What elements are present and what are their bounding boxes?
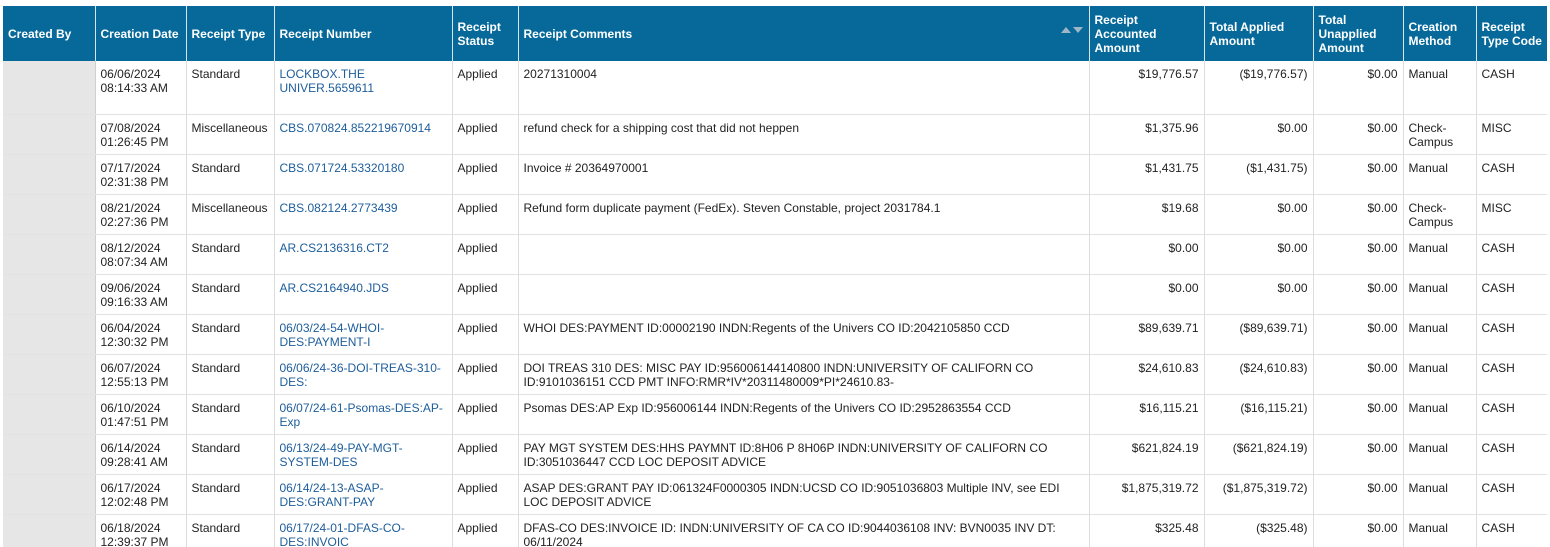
cell-receipt-accounted-amount: $0.00 bbox=[1089, 235, 1204, 275]
cell-creation-date bbox=[95, 435, 186, 475]
cell-total-unapplied-amount: $0.00 bbox=[1313, 195, 1403, 235]
cell-date: 09/06/2024 bbox=[100, 281, 161, 295]
cell-creation-method: Manual bbox=[1403, 275, 1476, 315]
cell-receipt-accounted-amount: $24,610.83 bbox=[1089, 355, 1204, 395]
cell-receipt-status: Applied bbox=[452, 155, 518, 195]
cell-receipt-comments: DFAS-CO DES:INVOICE ID: INDN:UNIVERSITY OF CA CO ID:9044036108 INV: BVN0035 INV DT: 06/11/2024 bbox=[518, 515, 1089, 547]
cell-total-applied-amount: ($1,431.75) bbox=[1204, 155, 1313, 195]
header-total-unapplied-amount[interactable] bbox=[1313, 6, 1403, 61]
table-row bbox=[3, 275, 1547, 315]
header-creation-method[interactable] bbox=[1403, 6, 1476, 61]
cell-date: 06/10/2024 bbox=[100, 401, 161, 415]
cell-created-by-redacted bbox=[3, 355, 95, 395]
cell-total-unapplied-amount: $0.00 bbox=[1313, 235, 1403, 275]
cell-creation-date bbox=[95, 115, 186, 155]
header-created-by[interactable] bbox=[3, 6, 95, 61]
cell-creation-date bbox=[95, 355, 186, 395]
cell-receipt-type: Standard bbox=[186, 315, 274, 355]
cell-receipt-status: Applied bbox=[452, 195, 518, 235]
cell-time: 02:31:38 PM bbox=[100, 175, 169, 189]
header-label: Receipt Number bbox=[279, 26, 372, 41]
cell-creation-date bbox=[95, 315, 186, 355]
cell-receipt-accounted-amount: $1,875,319.72 bbox=[1089, 475, 1204, 515]
cell-date: 08/12/2024 bbox=[100, 241, 161, 255]
cell-date: 06/17/2024 bbox=[100, 481, 161, 495]
cell-receipt-status: Applied bbox=[452, 435, 518, 475]
cell-receipt-accounted-amount: $19,776.57 bbox=[1089, 61, 1204, 115]
cell-total-applied-amount: ($24,610.83) bbox=[1204, 355, 1313, 395]
table-row bbox=[3, 195, 1547, 235]
cell-creation-date bbox=[95, 395, 186, 435]
header-row bbox=[3, 6, 1547, 61]
cell-receipt-accounted-amount: $0.00 bbox=[1089, 275, 1204, 315]
cell-receipt-status: Applied bbox=[452, 315, 518, 355]
header-label: Receipt Comments bbox=[523, 26, 633, 41]
header-receipt-type[interactable] bbox=[186, 6, 274, 61]
cell-receipt-type-code: MISC bbox=[1476, 195, 1547, 235]
cell-date: 06/14/2024 bbox=[100, 441, 161, 455]
receipt-number-link[interactable]: LOCKBOX.THE UNIVER.5659611 bbox=[274, 61, 452, 115]
cell-receipt-comments: refund check for a shipping cost that did not heppen bbox=[518, 115, 1089, 155]
cell-creation-method: Manual bbox=[1403, 515, 1476, 547]
cell-receipt-type-code: CASH bbox=[1476, 395, 1547, 435]
cell-total-applied-amount: $0.00 bbox=[1204, 195, 1313, 235]
receipt-number-link[interactable]: CBS.071724.53320180 bbox=[274, 155, 452, 195]
cell-receipt-type: Standard bbox=[186, 61, 274, 115]
receipt-number-link[interactable]: 06/14/24-13-ASAP-DES:GRANT-PAY bbox=[274, 475, 452, 515]
header-receipt-comments[interactable] bbox=[518, 6, 1089, 61]
cell-total-unapplied-amount: $0.00 bbox=[1313, 515, 1403, 547]
table-row bbox=[3, 395, 1547, 435]
cell-time: 02:27:36 PM bbox=[100, 215, 169, 229]
cell-total-applied-amount: $0.00 bbox=[1204, 115, 1313, 155]
table-row bbox=[3, 61, 1547, 115]
cell-creation-method: Check-Campus bbox=[1403, 115, 1476, 155]
cell-receipt-type-code: CASH bbox=[1476, 355, 1547, 395]
receipt-number-link[interactable]: AR.CS2164940.JDS bbox=[274, 275, 452, 315]
table-row bbox=[3, 515, 1547, 547]
cell-creation-date bbox=[95, 235, 186, 275]
cell-receipt-accounted-amount: $89,639.71 bbox=[1089, 315, 1204, 355]
cell-receipt-accounted-amount: $16,115.21 bbox=[1089, 395, 1204, 435]
cell-receipt-type: Standard bbox=[186, 395, 274, 435]
cell-time: 01:47:51 PM bbox=[100, 415, 169, 429]
cell-receipt-type: Standard bbox=[186, 475, 274, 515]
cell-receipt-type-code: CASH bbox=[1476, 515, 1547, 547]
sort-descending-icon[interactable] bbox=[1073, 27, 1083, 33]
cell-total-unapplied-amount: $0.00 bbox=[1313, 115, 1403, 155]
cell-time: 08:07:34 AM bbox=[100, 255, 168, 269]
cell-receipt-type: Standard bbox=[186, 515, 274, 547]
cell-receipt-status: Applied bbox=[452, 355, 518, 395]
cell-date: 06/04/2024 bbox=[100, 321, 161, 335]
cell-total-unapplied-amount: $0.00 bbox=[1313, 435, 1403, 475]
cell-total-unapplied-amount: $0.00 bbox=[1313, 355, 1403, 395]
sort-ascending-icon[interactable] bbox=[1061, 27, 1071, 33]
header-label: Creation Date bbox=[100, 26, 179, 41]
cell-receipt-comments: PAY MGT SYSTEM DES:HHS PAYMNT ID:8H06 P 8H06P INDN:UNIVERSITY OF CALIFORN CO ID:3051036447 CCD LOC DEPOSIT ADVICE bbox=[518, 435, 1089, 475]
header-label: Total Unapplied Amount bbox=[1318, 12, 1377, 55]
cell-created-by-redacted bbox=[3, 275, 95, 315]
cell-creation-date bbox=[95, 275, 186, 315]
cell-date: 07/08/2024 bbox=[100, 121, 161, 135]
cell-receipt-type: Standard bbox=[186, 155, 274, 195]
receipt-number-link[interactable]: 06/03/24-54-WHOI-DES:PAYMENT-I bbox=[274, 315, 452, 355]
header-creation-date[interactable] bbox=[95, 6, 186, 61]
cell-receipt-type: Miscellaneous bbox=[186, 195, 274, 235]
cell-receipt-status: Applied bbox=[452, 275, 518, 315]
table-body bbox=[3, 61, 1547, 547]
receipt-number-link[interactable]: 06/17/24-01-DFAS-CO-DES:INVOIC bbox=[274, 515, 452, 547]
header-label: Receipt Accounted Amount bbox=[1094, 12, 1157, 55]
header-label: Creation Method bbox=[1408, 19, 1458, 48]
cell-receipt-accounted-amount: $1,431.75 bbox=[1089, 155, 1204, 195]
cell-date: 07/17/2024 bbox=[100, 161, 161, 175]
cell-receipt-comments: 20271310004 bbox=[518, 61, 1089, 115]
cell-created-by-redacted bbox=[3, 515, 95, 547]
header-total-applied-amount[interactable] bbox=[1204, 6, 1313, 61]
table-row bbox=[3, 435, 1547, 475]
cell-receipt-accounted-amount: $621,824.19 bbox=[1089, 435, 1204, 475]
cell-receipt-status: Applied bbox=[452, 395, 518, 435]
cell-receipt-comments: DOI TREAS 310 DES: MISC PAY ID:956006144140800 INDN:UNIVERSITY OF CALIFORN CO ID:9101036151 CCD PMT INFO:RMR*IV*20311480009*PI*24610.83- bbox=[518, 355, 1089, 395]
cell-date: 06/07/2024 bbox=[100, 361, 161, 375]
cell-total-unapplied-amount: $0.00 bbox=[1313, 275, 1403, 315]
cell-creation-date bbox=[95, 515, 186, 547]
table-row bbox=[3, 115, 1547, 155]
header-label: Created By bbox=[8, 26, 72, 41]
header-label: Receipt Type bbox=[191, 26, 266, 41]
cell-time: 09:16:33 AM bbox=[100, 295, 168, 309]
cell-total-unapplied-amount: $0.00 bbox=[1313, 475, 1403, 515]
cell-total-unapplied-amount: $0.00 bbox=[1313, 61, 1403, 115]
cell-receipt-type: Standard bbox=[186, 435, 274, 475]
receipt-number-link[interactable]: 06/07/24-61-Psomas-DES:AP-Exp bbox=[274, 395, 452, 435]
table-row bbox=[3, 315, 1547, 355]
header-receipt-type-code[interactable] bbox=[1476, 6, 1547, 61]
cell-time: 12:30:32 PM bbox=[100, 335, 169, 349]
cell-created-by-redacted bbox=[3, 435, 95, 475]
cell-receipt-comments bbox=[518, 235, 1089, 275]
cell-receipt-type-code: CASH bbox=[1476, 435, 1547, 475]
header-receipt-number[interactable] bbox=[274, 6, 452, 61]
receipt-number-link[interactable]: AR.CS2136316.CT2 bbox=[274, 235, 452, 275]
table-row bbox=[3, 155, 1547, 195]
table-row bbox=[3, 475, 1547, 515]
cell-total-applied-amount: ($19,776.57) bbox=[1204, 61, 1313, 115]
cell-creation-date bbox=[95, 195, 186, 235]
cell-date: 06/06/2024 bbox=[100, 67, 161, 81]
header-label: Receipt Type Code bbox=[1481, 19, 1542, 48]
cell-creation-method: Manual bbox=[1403, 475, 1476, 515]
cell-total-applied-amount: $0.00 bbox=[1204, 235, 1313, 275]
cell-creation-date bbox=[95, 155, 186, 195]
cell-receipt-type: Miscellaneous bbox=[186, 115, 274, 155]
cell-receipt-type-code: CASH bbox=[1476, 315, 1547, 355]
cell-creation-method: Check-Campus bbox=[1403, 195, 1476, 235]
cell-created-by-redacted bbox=[3, 155, 95, 195]
cell-created-by-redacted bbox=[3, 395, 95, 435]
cell-creation-method: Manual bbox=[1403, 61, 1476, 115]
cell-creation-method: Manual bbox=[1403, 235, 1476, 275]
cell-receipt-accounted-amount: $19.68 bbox=[1089, 195, 1204, 235]
sort-arrows-icon[interactable] bbox=[1061, 27, 1083, 39]
cell-receipt-comments: Invoice # 20364970001 bbox=[518, 155, 1089, 195]
cell-created-by-redacted bbox=[3, 115, 95, 155]
cell-total-unapplied-amount: $0.00 bbox=[1313, 315, 1403, 355]
table-row bbox=[3, 355, 1547, 395]
header-receipt-status[interactable] bbox=[452, 6, 518, 61]
cell-receipt-accounted-amount: $1,375.96 bbox=[1089, 115, 1204, 155]
cell-creation-method: Manual bbox=[1403, 435, 1476, 475]
cell-created-by-redacted bbox=[3, 475, 95, 515]
cell-time: 09:28:41 AM bbox=[100, 455, 168, 469]
cell-creation-method: Manual bbox=[1403, 155, 1476, 195]
cell-receipt-comments bbox=[518, 275, 1089, 315]
cell-total-unapplied-amount: $0.00 bbox=[1313, 155, 1403, 195]
header-label: Total Applied Amount bbox=[1209, 19, 1285, 48]
cell-total-applied-amount: ($89,639.71) bbox=[1204, 315, 1313, 355]
cell-time: 12:55:13 PM bbox=[100, 375, 169, 389]
cell-receipt-comments: ASAP DES:GRANT PAY ID:061324F0000305 INDN:UCSD CO ID:9051036803 Multiple INV, see EDI LOC DEPOSIT ADVICE bbox=[518, 475, 1089, 515]
cell-receipt-status: Applied bbox=[452, 515, 518, 547]
cell-receipt-status: Applied bbox=[452, 475, 518, 515]
cell-receipt-type-code: MISC bbox=[1476, 115, 1547, 155]
cell-total-applied-amount: ($1,875,319.72) bbox=[1204, 475, 1313, 515]
cell-receipt-type-code: CASH bbox=[1476, 155, 1547, 195]
receipt-number-link[interactable]: CBS.070824.852219670914 bbox=[274, 115, 452, 155]
header-receipt-accounted-amount[interactable] bbox=[1089, 6, 1204, 61]
table-row bbox=[3, 235, 1547, 275]
cell-creation-date bbox=[95, 61, 186, 115]
cell-receipt-comments: Psomas DES:AP Exp ID:956006144 INDN:Regents of the Univers CO ID:2952863554 CCD bbox=[518, 395, 1089, 435]
cell-receipt-status: Applied bbox=[452, 115, 518, 155]
cell-receipt-comments: Refund form duplicate payment (FedEx). Steven Constable, project 2031784.1 bbox=[518, 195, 1089, 235]
cell-creation-method: Manual bbox=[1403, 395, 1476, 435]
cell-receipt-comments: WHOI DES:PAYMENT ID:00002190 INDN:Regents of the Univers CO ID:2042105850 CCD bbox=[518, 315, 1089, 355]
cell-creation-method: Manual bbox=[1403, 315, 1476, 355]
cell-created-by-redacted bbox=[3, 315, 95, 355]
cell-receipt-type: Standard bbox=[186, 275, 274, 315]
cell-receipt-type-code: CASH bbox=[1476, 61, 1547, 115]
cell-time: 12:39:37 PM bbox=[100, 535, 169, 547]
cell-total-unapplied-amount: $0.00 bbox=[1313, 395, 1403, 435]
cell-receipt-type-code: CASH bbox=[1476, 275, 1547, 315]
cell-date: 08/21/2024 bbox=[100, 201, 161, 215]
cell-creation-date bbox=[95, 475, 186, 515]
receipt-number-link[interactable]: 06/06/24-36-DOI-TREAS-310-DES: bbox=[274, 355, 452, 395]
cell-receipt-type: Standard bbox=[186, 235, 274, 275]
cell-date: 06/18/2024 bbox=[100, 521, 161, 535]
cell-receipt-status: Applied bbox=[452, 61, 518, 115]
cell-time: 08:14:33 AM bbox=[100, 81, 168, 95]
cell-receipt-accounted-amount: $325.48 bbox=[1089, 515, 1204, 547]
cell-created-by-redacted bbox=[3, 235, 95, 275]
cell-receipt-type: Standard bbox=[186, 355, 274, 395]
cell-creation-method: Manual bbox=[1403, 355, 1476, 395]
receipt-number-link[interactable]: 06/13/24-49-PAY-MGT-SYSTEM-DES bbox=[274, 435, 452, 475]
receipt-number-link[interactable]: CBS.082124.2773439 bbox=[274, 195, 452, 235]
cell-time: 12:02:48 PM bbox=[100, 495, 169, 509]
header-label: Receipt Status bbox=[457, 19, 501, 48]
cell-total-applied-amount: ($325.48) bbox=[1204, 515, 1313, 547]
cell-receipt-type-code: CASH bbox=[1476, 475, 1547, 515]
cell-created-by-redacted bbox=[3, 195, 95, 235]
cell-time: 01:26:45 PM bbox=[100, 135, 169, 149]
cell-total-applied-amount: ($621,824.19) bbox=[1204, 435, 1313, 475]
cell-receipt-type-code: CASH bbox=[1476, 235, 1547, 275]
cell-total-applied-amount: $0.00 bbox=[1204, 275, 1313, 315]
cell-receipt-status: Applied bbox=[452, 235, 518, 275]
cell-created-by-redacted bbox=[3, 61, 95, 115]
receipts-table bbox=[3, 6, 1547, 547]
cell-total-applied-amount: ($16,115.21) bbox=[1204, 395, 1313, 435]
